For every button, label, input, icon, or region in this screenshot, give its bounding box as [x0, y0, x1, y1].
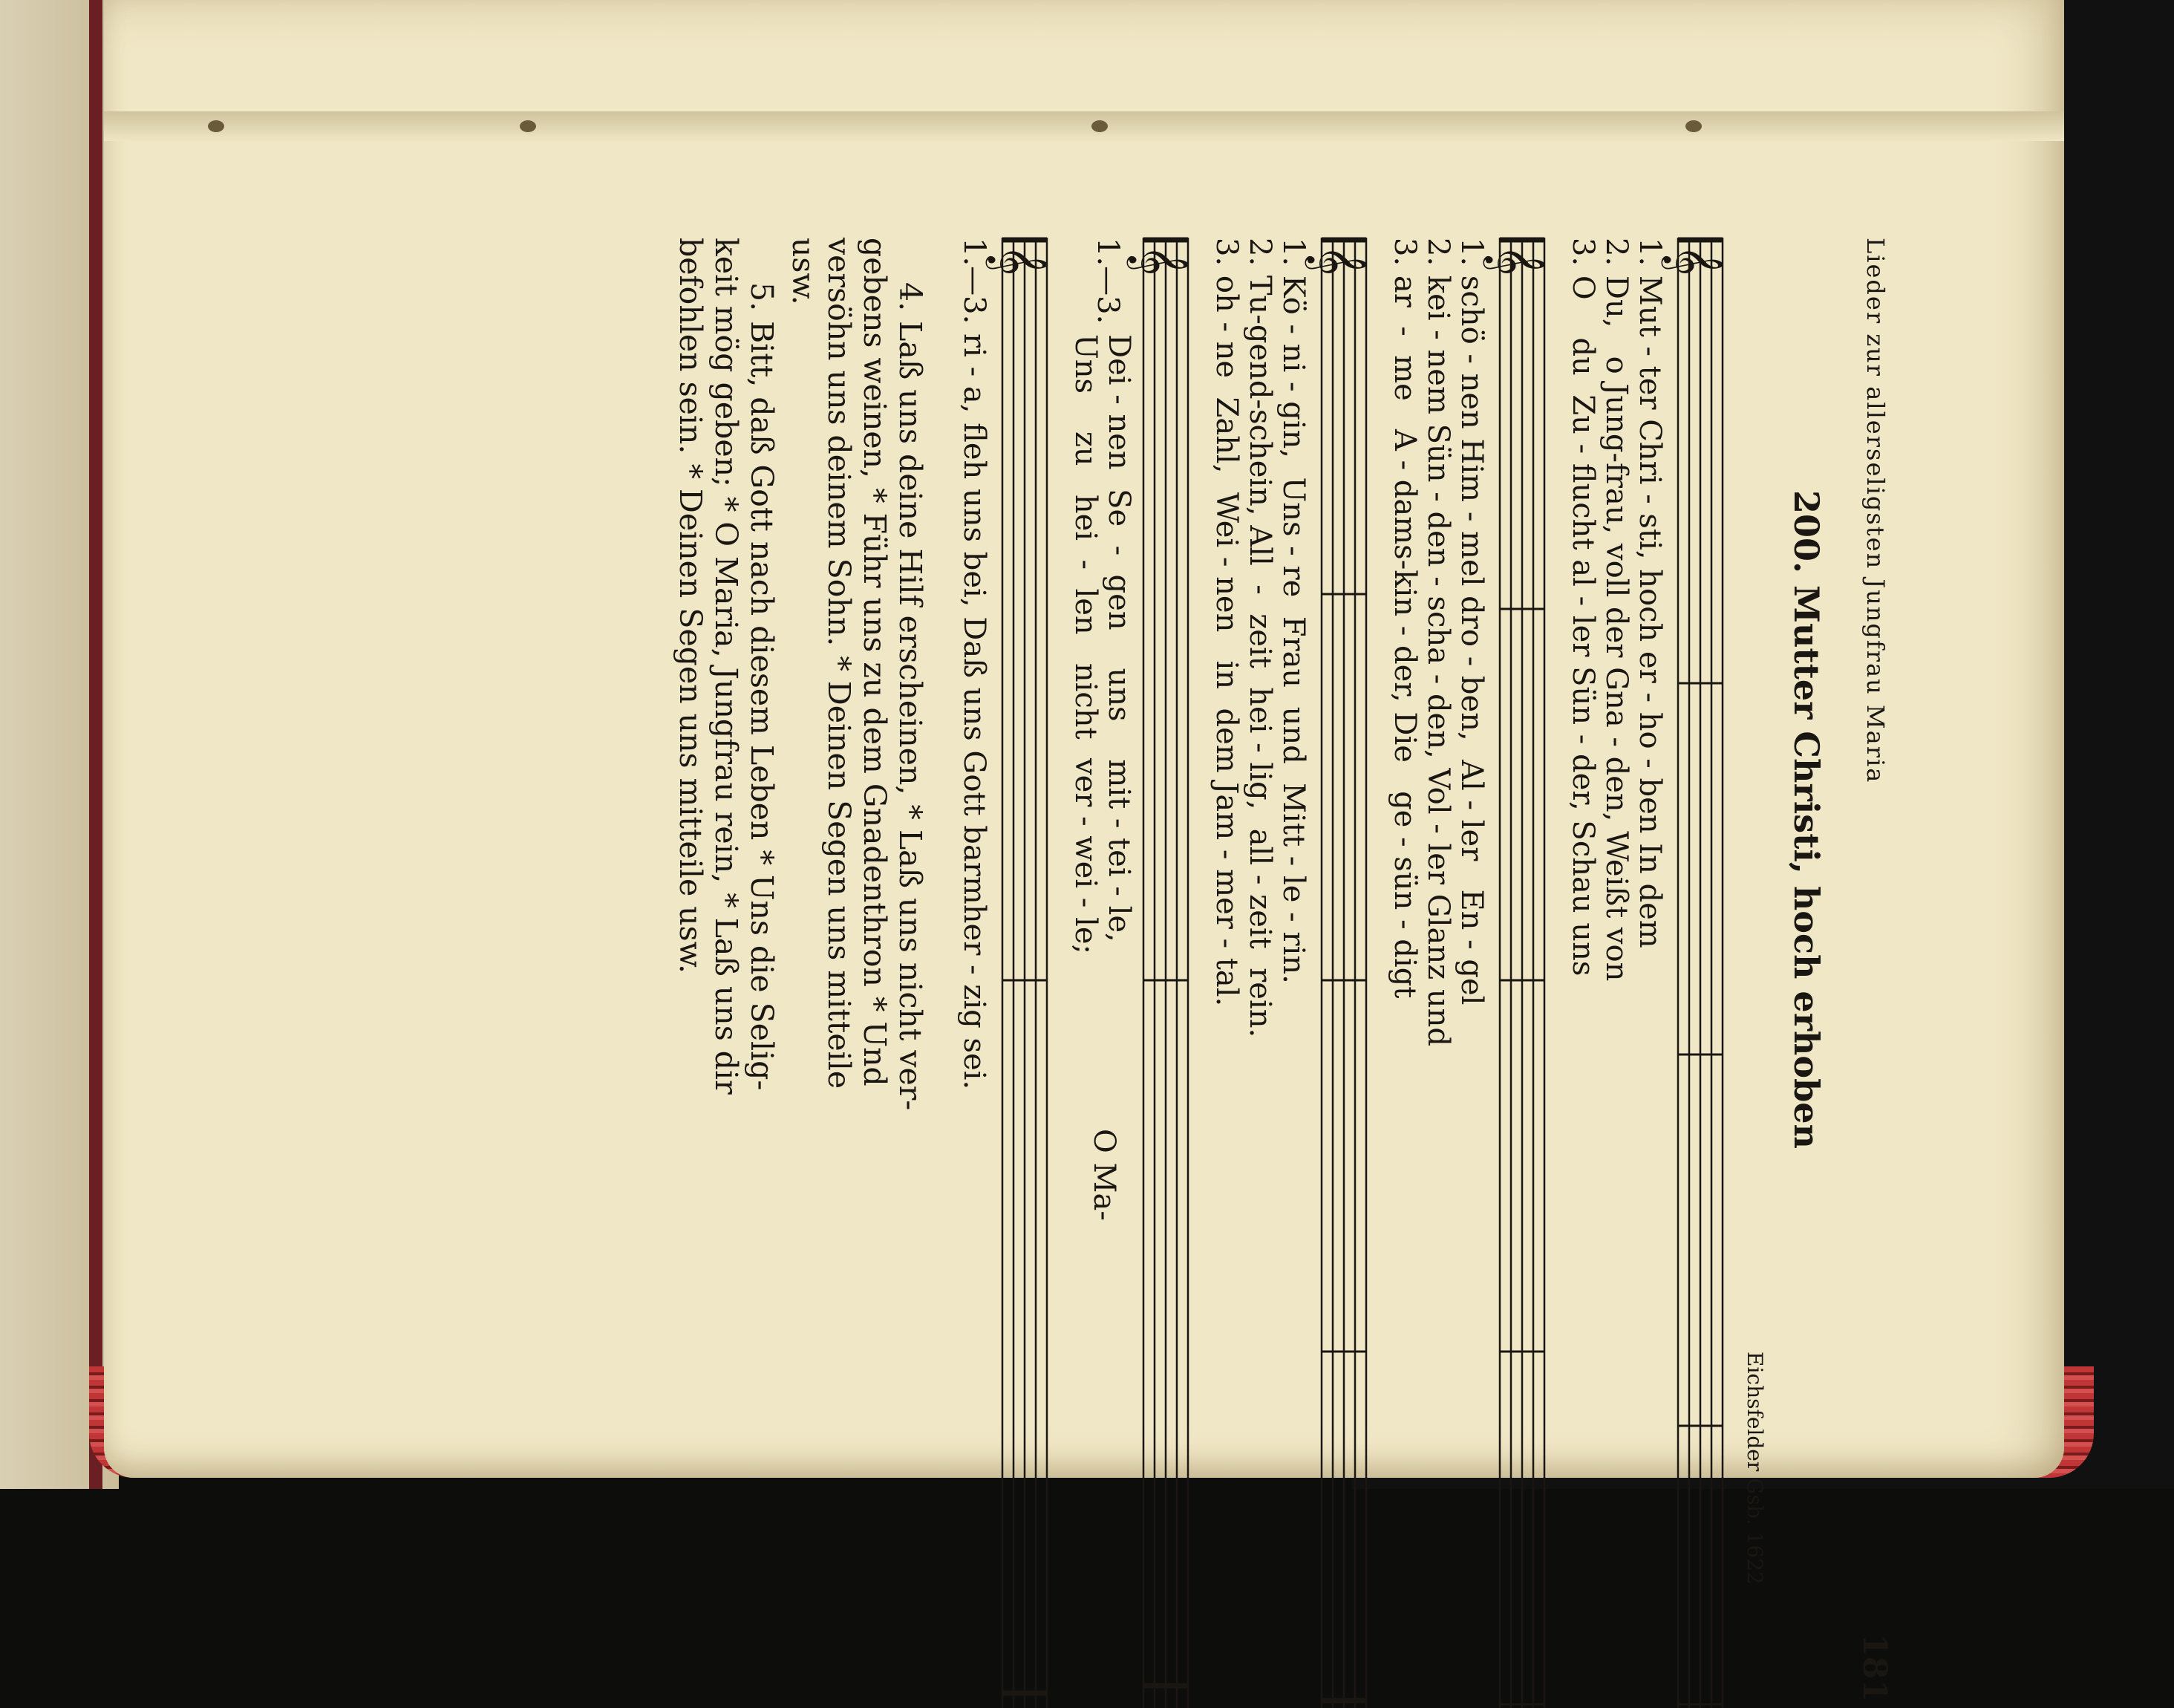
rotated-page-content — [111, 238, 1893, 1708]
verse-line: 2. Du, o Jung-frau, voll der Gna - den, Weißt von — [1599, 238, 1633, 982]
verse-line: 1. Kö - ni - gin, Uns - re Frau und Mitt - le - rin. — [1276, 238, 1310, 984]
music-staff-5 — [988, 238, 1054, 1708]
svg-text:𝄞: 𝄞 — [1308, 245, 1368, 276]
binding-stitch — [208, 120, 224, 132]
svg-text:𝄞: 𝄞 — [988, 245, 1049, 276]
stanza-4-line: versöhn uns deinem Sohn. * Deinen Segen uns mitteile — [821, 238, 857, 1089]
verse-line: 1.—3. ri - a, fleh uns bei, Daß uns Gott barmher - zig sei. — [957, 238, 991, 1090]
stanza-4-line: gebens weinen, * Führ uns zu dem Gnadenthron * Und — [857, 238, 892, 1086]
music-staff-1 — [1664, 238, 1730, 1708]
binding-stitch — [1685, 120, 1702, 132]
previous-page-red-edge — [89, 0, 102, 1489]
hymn-title: 200. Mutter Christi, hoch erhoben — [1786, 490, 1827, 1149]
verse-line: O Ma- — [1087, 1129, 1121, 1221]
stanza-5-line: 5. Bitt, daß Gott nach diesem Leben * Uns die Selig- — [744, 282, 780, 1091]
verse-line: 2. Tu-gend-schein, All - zeit hei - lig, all - zeit rein. — [1243, 238, 1277, 1038]
music-staff-3 — [1308, 238, 1374, 1708]
music-staff-4 — [1129, 238, 1195, 1708]
stanza-5-line: keit mög geben; * O Maria, Jungfrau rein, * Laß uns dir — [708, 238, 744, 1095]
page-number: 181 — [1855, 1634, 1893, 1702]
verse-line: 3. ar - me A - dams-kin - der, Die ge - sün - digt — [1388, 238, 1422, 999]
svg-text:𝄞: 𝄞 — [1664, 245, 1725, 276]
binding-stitch — [1091, 120, 1108, 132]
verse-line: 1. schö - nen Him - mel dro - ben, Al - ler En - gel — [1455, 238, 1489, 1005]
repeat-prefix: 1.—3. — [1091, 238, 1125, 325]
binding-stitch — [520, 120, 536, 132]
verse-line: 2. kei - nem Sün - den - scha - den, Vol - ler Glanz und — [1421, 238, 1455, 1047]
verse-line: 3. oh - ne Zahl, Wei - nen in dem Jam - mer - tal. — [1210, 238, 1244, 1007]
svg-text:𝄞: 𝄞 — [1486, 245, 1547, 276]
music-staff-2 — [1486, 238, 1552, 1708]
svg-text:𝄞: 𝄞 — [1129, 245, 1190, 276]
page-gutter — [104, 111, 2064, 141]
stanza-5-line: befohlen sein. * Deinen Segen uns mitteile usw. — [673, 238, 708, 974]
running-title: Lieder zur allerseligsten Jungfrau Maria — [1861, 238, 1890, 784]
verse-line: 1. Mut - ter Chri - sti, hoch er - ho - ben In dem — [1633, 238, 1667, 948]
stanza-4-line: 4. Laß uns deine Hilf erscheinen, * Laß uns nicht ver- — [892, 282, 928, 1111]
composer-credit: Eichsfelder Gsb. 1622 — [1743, 1352, 1767, 1585]
verse-line: 3. O du Zu - flucht al - ler Sün - der, Schau uns — [1566, 238, 1600, 977]
verse-line: Dei - nen Se - gen uns mit - tei - le, — [1102, 334, 1136, 942]
stanza-4-line: usw. — [786, 238, 821, 305]
verse-line: Uns zu hei - len nicht ver - wei - le; — [1068, 334, 1103, 954]
